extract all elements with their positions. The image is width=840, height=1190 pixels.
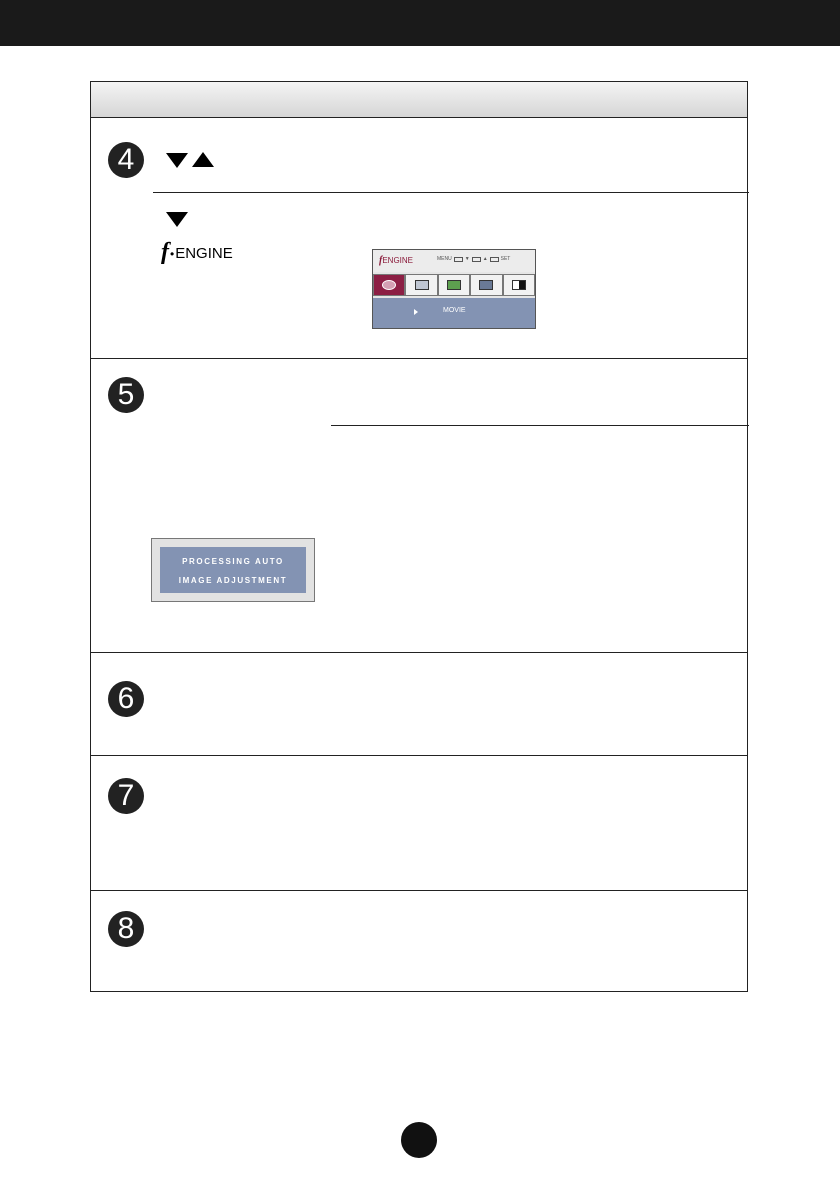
row-divider <box>91 755 747 756</box>
row-divider <box>91 890 747 891</box>
osd-tab-demo[interactable] <box>503 274 535 296</box>
osd-header <box>373 250 535 272</box>
osd-mode-label: MOVIE <box>443 307 466 314</box>
osd-title-word: ENGINE <box>382 256 414 265</box>
osd-move-icon <box>490 257 499 262</box>
osd-tab-user[interactable] <box>438 274 470 296</box>
osd-down-icon: ▼ <box>464 256 470 262</box>
step-5-divider <box>331 425 749 426</box>
step-number-4: 4 <box>108 142 144 178</box>
osd-tab-internet[interactable] <box>405 274 437 296</box>
osd-move-icon <box>472 257 481 262</box>
down-arrow-icon <box>166 212 188 227</box>
instructions-table <box>90 81 748 992</box>
osd-key-set: SET <box>500 256 511 262</box>
demo-icon <box>512 280 526 290</box>
processing-message-box <box>160 547 306 593</box>
fengine-logo-f: f <box>161 239 169 265</box>
step-number-8: 8 <box>108 911 144 947</box>
processing-auto-message <box>151 538 315 602</box>
osd-tab-normal[interactable] <box>470 274 502 296</box>
osd-body <box>373 298 535 328</box>
osd-key-menu: MENU <box>437 256 452 262</box>
row-divider <box>91 358 747 359</box>
fengine-logo <box>161 239 233 263</box>
processing-line-1: PROCESSING AUTO <box>182 557 284 566</box>
fengine-logo-dot-icon: • <box>170 247 175 261</box>
step-number-6: 6 <box>108 681 144 717</box>
step-4-divider <box>153 192 749 193</box>
internet-icon <box>415 280 429 290</box>
step-number-5: 5 <box>108 377 144 413</box>
osd-mode-tabs <box>373 274 535 296</box>
osd-title <box>379 255 413 266</box>
osd-up-icon: ▲ <box>482 256 488 262</box>
osd-tab-movie[interactable] <box>373 274 405 296</box>
page-number-badge <box>401 1122 437 1158</box>
normal-icon <box>479 280 493 290</box>
user-icon <box>447 280 461 290</box>
row-divider <box>91 652 747 653</box>
movie-icon <box>382 280 396 290</box>
osd-key-guide <box>437 256 510 262</box>
processing-line-2: IMAGE ADJUSTMENT <box>178 576 288 585</box>
osd-title-f: f <box>379 255 383 266</box>
step-number-7: 7 <box>108 778 144 814</box>
osd-play-arrow-icon <box>414 309 418 315</box>
down-arrow-icon <box>166 153 188 168</box>
table-header <box>91 82 747 118</box>
osd-exit-icon <box>454 257 463 262</box>
fengine-osd-menu <box>372 249 536 329</box>
up-arrow-icon <box>192 152 214 167</box>
fengine-logo-word: ENGINE <box>175 245 233 262</box>
header-bar <box>0 0 840 46</box>
